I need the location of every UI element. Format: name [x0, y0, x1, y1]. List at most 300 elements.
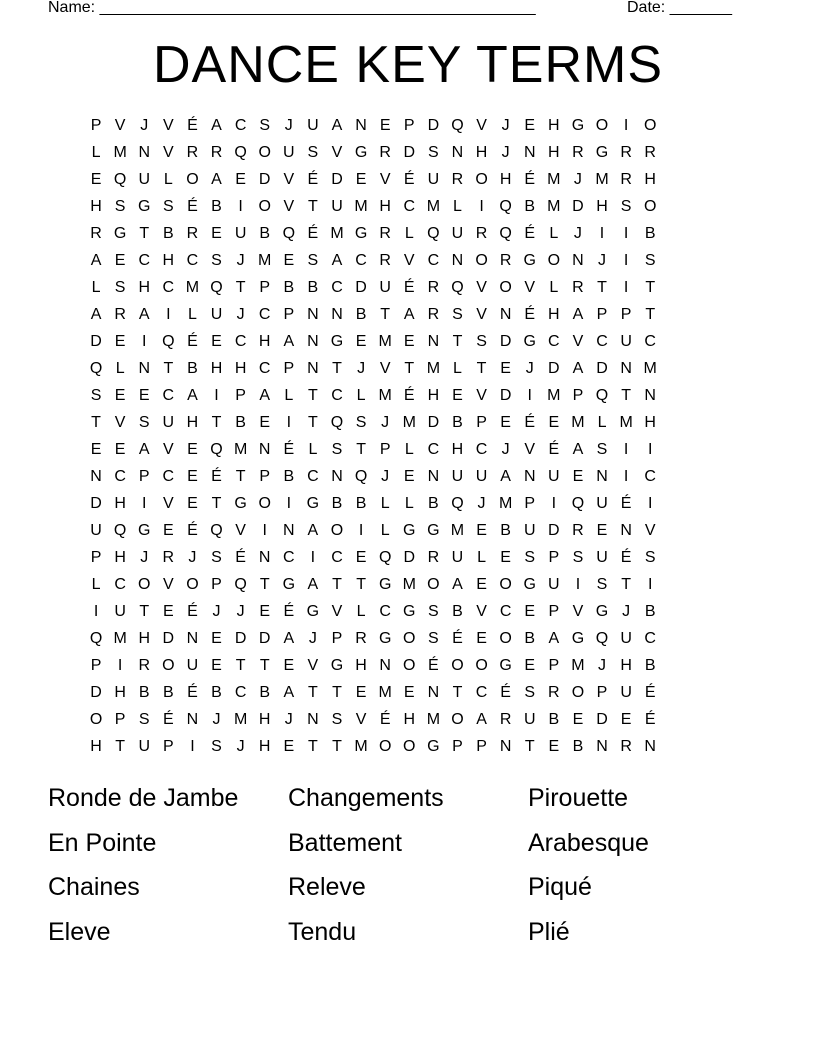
grid-letter: V: [476, 306, 487, 323]
grid-letter: N: [258, 549, 271, 566]
grid-letter: E: [355, 171, 367, 188]
grid-letter: G: [330, 657, 344, 674]
grid-letter: V: [331, 603, 343, 620]
grid-letter: P: [596, 684, 608, 701]
grid-letter: D: [572, 198, 584, 215]
grid-letter: G: [571, 630, 585, 647]
grid-letter: É: [307, 225, 319, 242]
grid-letter: H: [451, 441, 464, 458]
grid-letter: A: [187, 387, 198, 404]
grid-letter: Q: [451, 117, 464, 134]
grid-letter: M: [402, 576, 416, 593]
grid-letter: C: [379, 603, 391, 620]
grid-letter: E: [548, 414, 560, 431]
grid-letter: O: [378, 738, 392, 755]
grid-letter: G: [354, 225, 368, 242]
grid-letter: E: [114, 441, 126, 458]
grid-letter: T: [332, 684, 342, 701]
grid-letter: S: [114, 279, 126, 296]
grid-letter: É: [283, 603, 295, 620]
grid-letter: É: [187, 198, 198, 215]
grid-letter: C: [138, 252, 151, 269]
grid-letter: R: [186, 144, 199, 161]
word-list-item: Arabesque: [528, 828, 649, 857]
grid-letter: T: [163, 360, 174, 377]
grid-letter: É: [524, 171, 536, 188]
grid-letter: E: [162, 522, 174, 539]
grid-letter: P: [596, 306, 608, 323]
grid-letter: G: [595, 603, 609, 620]
grid-letter: J: [140, 117, 149, 134]
grid-letter: T: [139, 603, 150, 620]
grid-letter: V: [355, 711, 367, 728]
grid-letter: C: [162, 468, 175, 485]
grid-letter: E: [500, 360, 511, 377]
grid-letter: E: [211, 225, 222, 242]
grid-letter: É: [235, 549, 246, 566]
grid-letter: N: [283, 522, 295, 539]
grid-letter: U: [283, 144, 295, 161]
grid-row: [84, 382, 734, 409]
grid-letter: É: [644, 711, 656, 728]
grid-letter: H: [138, 630, 151, 647]
grid-letter: J: [284, 711, 293, 728]
grid-letter: E: [355, 684, 367, 701]
grid-letter: I: [623, 225, 629, 242]
grid-letter: P: [90, 549, 102, 566]
grid-letter: L: [597, 414, 607, 431]
grid-letter: M: [547, 198, 561, 215]
grid-letter: T: [452, 333, 463, 350]
grid-letter: O: [258, 198, 271, 215]
grid-letter: A: [283, 630, 295, 647]
grid-letter: B: [283, 468, 295, 485]
grid-letter: S: [428, 144, 439, 161]
grid-letter: B: [452, 603, 463, 620]
grid-letter: Q: [234, 576, 247, 593]
grid-letter: O: [499, 279, 512, 296]
grid-letter: N: [138, 360, 151, 377]
grid-letter: U: [427, 171, 440, 188]
grid-letter: Q: [571, 495, 585, 512]
word-list-item: Plié: [528, 917, 570, 946]
grid-row: [84, 355, 734, 382]
grid-letter: N: [186, 711, 199, 728]
grid-letter: G: [306, 495, 320, 512]
grid-letter: T: [259, 576, 270, 593]
grid-letter: D: [258, 171, 271, 188]
grid-letter: L: [187, 306, 197, 323]
page-title: DANCE KEY TERMS: [152, 36, 664, 94]
grid-letter: E: [379, 117, 391, 134]
grid-letter: J: [236, 306, 245, 323]
grid-letter: A: [307, 576, 319, 593]
grid-letter: É: [620, 495, 632, 512]
grid-letter: P: [476, 414, 487, 431]
grid-letter: U: [475, 468, 488, 485]
grid-letter: J: [501, 441, 510, 458]
grid-letter: H: [548, 306, 560, 323]
grid-letter: J: [501, 117, 510, 134]
grid-letter: H: [644, 171, 656, 188]
grid-letter: É: [403, 387, 415, 404]
grid-letter: M: [426, 711, 441, 728]
grid-letter: O: [643, 117, 657, 134]
grid-letter: E: [259, 603, 271, 620]
grid-letter: S: [259, 117, 271, 134]
grid-letter: R: [186, 225, 199, 242]
grid-row: [84, 490, 734, 517]
grid-letter: E: [596, 522, 608, 539]
grid-letter: T: [332, 576, 342, 593]
grid-letter: A: [572, 441, 584, 458]
grid-letter: J: [308, 630, 317, 647]
grid-letter: É: [403, 171, 415, 188]
grid-letter: D: [427, 117, 440, 134]
grid-letter: O: [403, 630, 416, 647]
grid-letter: É: [211, 468, 222, 485]
grid-letter: U: [331, 198, 343, 215]
grid-letter: É: [187, 117, 198, 134]
grid-letter: P: [90, 117, 102, 134]
grid-letter: A: [211, 171, 222, 188]
grid-letter: R: [499, 711, 512, 728]
grid-letter: G: [306, 603, 320, 620]
grid-letter: M: [595, 171, 609, 188]
grid-letter: M: [402, 414, 416, 431]
grid-letter: S: [114, 198, 126, 215]
grid-letter: R: [427, 549, 440, 566]
grid-letter: A: [283, 333, 295, 350]
grid-letter: N: [307, 333, 319, 350]
grid-letter: B: [187, 360, 198, 377]
grid-letter: V: [476, 117, 487, 134]
grid-letter: T: [645, 306, 656, 323]
grid-letter: T: [452, 684, 463, 701]
grid-letter: M: [113, 144, 127, 161]
grid-letter: B: [524, 198, 536, 215]
grid-letter: I: [142, 333, 147, 350]
grid-letter: A: [500, 468, 511, 485]
grid-letter: Q: [427, 225, 440, 242]
grid-letter: A: [283, 684, 295, 701]
grid-letter: B: [548, 711, 560, 728]
grid-letter: U: [186, 657, 199, 674]
grid-letter: B: [259, 225, 271, 242]
grid-letter: E: [355, 333, 367, 350]
grid-letter: P: [572, 387, 584, 404]
grid-letter: C: [355, 252, 367, 269]
grid-letter: S: [572, 549, 584, 566]
grid-letter: E: [572, 711, 584, 728]
grid-letter: É: [307, 171, 319, 188]
grid-letter: H: [499, 171, 512, 188]
grid-letter: I: [286, 495, 292, 512]
grid-letter: Q: [234, 144, 247, 161]
grid-letter: L: [453, 360, 462, 377]
grid-letter: G: [523, 576, 536, 593]
grid-row: [84, 409, 734, 436]
grid-letter: H: [403, 711, 416, 728]
word-list-item: Releve: [288, 873, 366, 901]
grid-letter: E: [90, 441, 102, 458]
grid-letter: R: [620, 738, 632, 755]
grid-letter: P: [476, 738, 487, 755]
grid-letter: I: [166, 306, 171, 323]
grid-letter: M: [354, 198, 368, 215]
grid-letter: G: [403, 522, 416, 539]
word-list-item: En Pointe: [48, 828, 157, 857]
grid-letter: V: [162, 144, 174, 161]
grid-letter: V: [379, 171, 391, 188]
grid-row: [84, 517, 734, 544]
grid-letter: U: [138, 738, 151, 755]
grid-letter: E: [259, 414, 271, 431]
grid-letter: R: [90, 225, 102, 242]
grid-letter: L: [91, 144, 101, 161]
grid-letter: H: [114, 684, 126, 701]
grid-letter: M: [643, 360, 657, 377]
grid-letter: O: [427, 576, 440, 593]
grid-letter: U: [620, 684, 632, 701]
grid-letter: I: [262, 522, 267, 539]
grid-letter: A: [307, 522, 319, 539]
grid-letter: U: [451, 549, 464, 566]
grid-letter: T: [356, 441, 366, 458]
grid-letter: C: [644, 630, 656, 647]
grid-letter: P: [331, 630, 343, 647]
grid-letter: S: [138, 711, 150, 728]
grid-letter: É: [620, 549, 632, 566]
grid-letter: L: [356, 387, 366, 404]
grid-letter: T: [91, 414, 101, 431]
grid-letter: V: [114, 117, 126, 134]
grid-letter: J: [381, 468, 390, 485]
grid-letter: L: [163, 171, 173, 188]
grid-row: [84, 652, 734, 679]
grid-letter: C: [644, 468, 656, 485]
grid-letter: J: [381, 414, 390, 431]
grid-letter: E: [476, 522, 487, 539]
grid-letter: B: [452, 414, 463, 431]
grid-letter: B: [211, 684, 222, 701]
grid-letter: P: [235, 387, 246, 404]
grid-letter: E: [211, 630, 222, 647]
grid-letter: T: [621, 576, 631, 593]
grid-letter: D: [403, 144, 416, 161]
grid-letter: Q: [595, 630, 609, 647]
grid-letter: N: [331, 468, 343, 485]
grid-letter: É: [187, 522, 198, 539]
grid-letter: H: [548, 117, 560, 134]
grid-letter: D: [90, 495, 102, 512]
grid-row: [84, 436, 734, 463]
grid-letter: B: [235, 414, 246, 431]
grid-letter: U: [90, 522, 102, 539]
grid-letter: R: [138, 657, 151, 674]
grid-letter: S: [307, 252, 319, 269]
grid-row: [84, 544, 734, 571]
grid-letter: C: [331, 387, 343, 404]
grid-letter: C: [307, 468, 319, 485]
grid-row: [84, 220, 734, 247]
grid-letter: Q: [282, 225, 296, 242]
grid-letter: S: [428, 603, 439, 620]
grid-letter: G: [427, 738, 440, 755]
grid-letter: É: [548, 441, 560, 458]
grid-letter: B: [428, 495, 439, 512]
grid-letter: R: [620, 171, 632, 188]
grid-letter: I: [623, 279, 629, 296]
grid-letter: S: [644, 252, 656, 269]
grid-letter: I: [623, 252, 629, 269]
grid-letter: R: [379, 144, 391, 161]
grid-letter: O: [595, 117, 609, 134]
grid-letter: V: [114, 414, 126, 431]
grid-letter: R: [355, 630, 367, 647]
grid-letter: S: [331, 711, 343, 728]
grid-letter: M: [547, 387, 561, 404]
grid-letter: H: [114, 549, 126, 566]
grid-letter: N: [331, 306, 343, 323]
grid-letter: Q: [89, 360, 103, 377]
grid-letter: D: [596, 711, 608, 728]
grid-letter: A: [259, 387, 271, 404]
grid-letter: U: [138, 171, 151, 188]
grid-letter: U: [523, 711, 536, 728]
grid-letter: B: [138, 684, 150, 701]
grid-letter: E: [211, 657, 222, 674]
grid-letter: H: [620, 657, 632, 674]
grid-letter: S: [476, 333, 487, 350]
grid-row: [84, 463, 734, 490]
grid-letter: R: [162, 549, 175, 566]
grid-letter: J: [525, 360, 534, 377]
grid-letter: H: [596, 198, 608, 215]
grid-letter: R: [620, 144, 632, 161]
grid-letter: U: [523, 522, 536, 539]
grid-letter: L: [477, 549, 486, 566]
grid-letter: E: [403, 468, 415, 485]
grid-letter: Q: [499, 225, 512, 242]
grid-letter: B: [307, 279, 319, 296]
grid-letter: S: [138, 414, 150, 431]
grid-letter: N: [523, 144, 536, 161]
grid-letter: S: [162, 198, 174, 215]
grid-letter: P: [620, 306, 632, 323]
grid-letter: D: [499, 333, 512, 350]
grid-letter: B: [500, 522, 511, 539]
grid-letter: G: [282, 576, 296, 593]
grid-letter: H: [644, 414, 656, 431]
grid-letter: O: [475, 657, 488, 674]
grid-letter: V: [572, 333, 584, 350]
grid-letter: P: [283, 360, 295, 377]
grid-letter: C: [548, 333, 560, 350]
grid-letter: T: [211, 414, 222, 431]
grid-letter: J: [140, 549, 149, 566]
grid-letter: É: [644, 684, 656, 701]
grid-letter: R: [572, 279, 584, 296]
grid-letter: E: [114, 333, 126, 350]
grid-row: [84, 328, 734, 355]
grid-letter: V: [524, 441, 536, 458]
grid-letter: T: [524, 738, 535, 755]
grid-letter: J: [573, 225, 582, 242]
grid-letter: C: [475, 441, 488, 458]
grid-letter: T: [645, 279, 656, 296]
grid-letter: H: [427, 387, 440, 404]
grid-letter: T: [235, 279, 246, 296]
grid-letter: L: [453, 198, 462, 215]
grid-letter: N: [427, 684, 440, 701]
grid-letter: H: [186, 414, 199, 431]
grid-letter: E: [572, 468, 584, 485]
grid-letter: J: [212, 711, 221, 728]
grid-letter: I: [214, 387, 219, 404]
word-list-item: Battement: [288, 828, 402, 857]
grid-letter: V: [572, 603, 584, 620]
grid-letter: E: [500, 414, 511, 431]
grid-letter: D: [331, 171, 343, 188]
grid-letter: M: [426, 360, 441, 377]
grid-letter: A: [572, 306, 584, 323]
grid-letter: L: [356, 603, 366, 620]
grid-letter: G: [330, 333, 344, 350]
grid-letter: N: [307, 360, 319, 377]
grid-letter: L: [308, 441, 318, 458]
grid-letter: D: [90, 684, 102, 701]
grid-letter: L: [404, 441, 414, 458]
grid-letter: G: [523, 333, 536, 350]
grid-letter: E: [524, 117, 536, 134]
grid-row: [84, 706, 734, 733]
grid-letter: U: [620, 333, 632, 350]
grid-letter: A: [548, 630, 560, 647]
grid-letter: É: [403, 279, 415, 296]
grid-letter: I: [479, 198, 484, 215]
grid-letter: M: [330, 225, 344, 242]
grid-letter: O: [547, 252, 561, 269]
grid-letter: P: [548, 657, 560, 674]
grid-letter: E: [90, 171, 102, 188]
grid-letter: M: [258, 252, 272, 269]
grid-letter: G: [113, 225, 127, 242]
grid-letter: H: [355, 657, 367, 674]
grid-letter: I: [310, 549, 316, 566]
grid-letter: J: [236, 252, 245, 269]
grid-letter: E: [283, 252, 295, 269]
grid-letter: E: [620, 711, 632, 728]
grid-letter: J: [598, 252, 607, 269]
grid-row: [84, 166, 734, 193]
grid-letter: N: [572, 252, 584, 269]
grid-letter: B: [644, 603, 656, 620]
grid-letter: J: [236, 738, 245, 755]
grid-letter: Q: [451, 495, 464, 512]
grid-letter: C: [331, 279, 343, 296]
grid-letter: H: [258, 333, 271, 350]
grid-letter: E: [283, 738, 295, 755]
grid-letter: S: [428, 630, 439, 647]
grid-letter: E: [211, 333, 222, 350]
grid-letter: C: [114, 468, 126, 485]
grid-letter: C: [403, 198, 416, 215]
grid-letter: V: [403, 252, 415, 269]
grid-letter: Q: [89, 630, 103, 647]
grid-letter: C: [427, 441, 440, 458]
grid-letter: T: [597, 279, 607, 296]
